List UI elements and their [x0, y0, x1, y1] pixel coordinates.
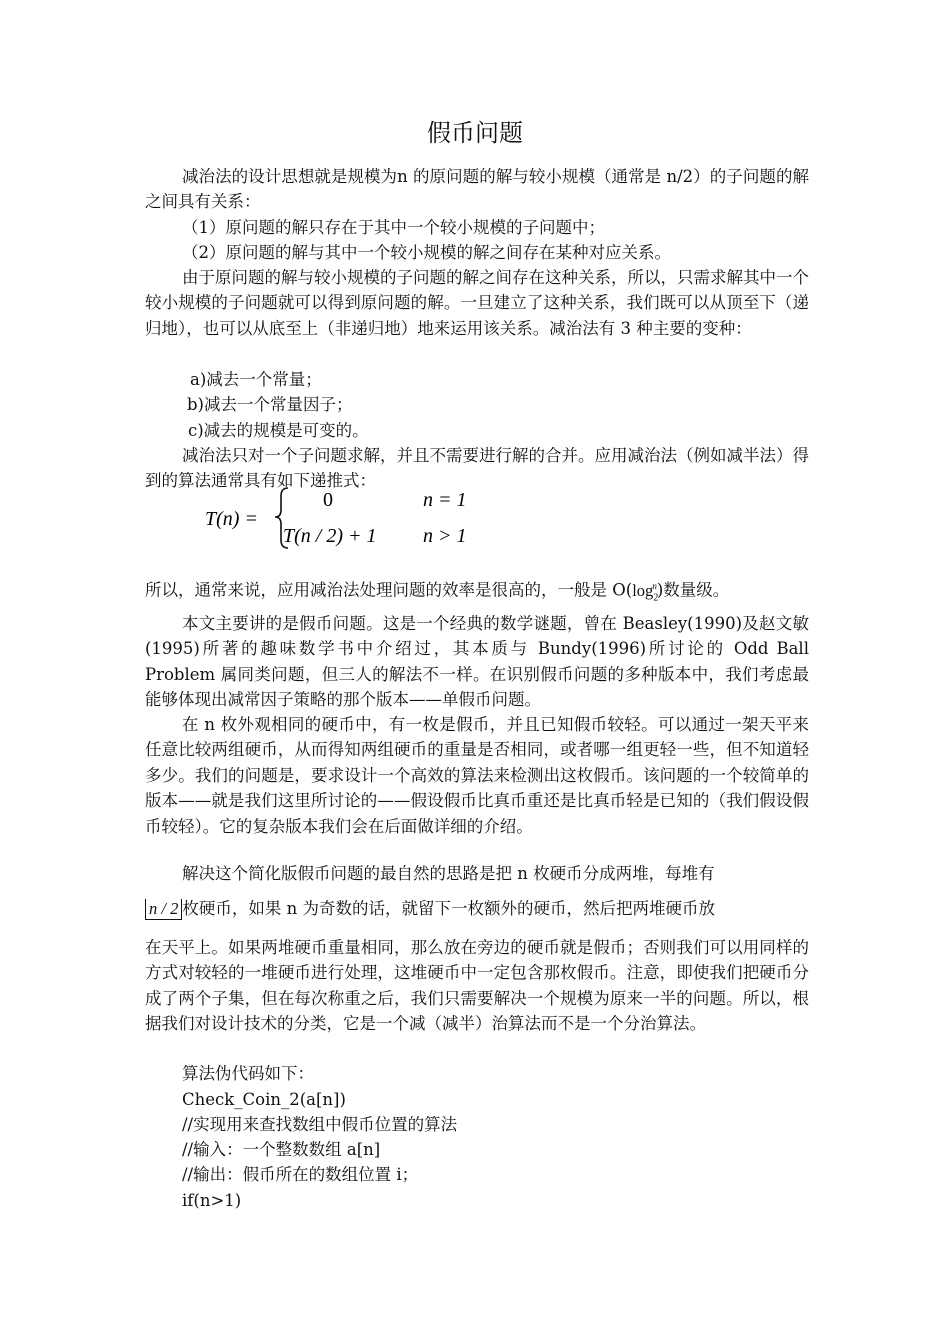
- code-line: Check_Coin_2(a[n]): [182, 1090, 346, 1109]
- floor-expression: n / 2: [145, 899, 182, 920]
- variant-a: a)减去一个常量；: [190, 370, 322, 389]
- recurrence-formula: [205, 482, 505, 552]
- relation-paragraph: 由于原问题的解与较小规模的子问题的解之间存在这种关系，所以，只需求解其中一个较小规模的子问题就可以得到原问题的解。一旦建立了这种关系，我们既可以从顶至下（递归地），也可以从底至上（非递归地）地来运用该关系。减治法有 3 种主要的变种：: [145, 268, 809, 338]
- formula-case1-condition: n = 1: [423, 489, 467, 511]
- relation-2: （2）原问题的解与其中一个较小规模的解之间存在某种对应关系。: [182, 243, 671, 262]
- fake-coin-paragraph: 本文主要讲的是假币问题。这是一个经典的数学谜题，曾在 Beasley(1990)及赵文敏(1995)所著的趣味数学书中介绍过，其本质与 Bundy(1996)所讨论的 Odd Ball Problem 属同类问题，但三人的解法不一样。在识别假币问题的多种版本中，我们考虑最能够体现出减常因子策略的那个版本——单假币问题。: [145, 614, 809, 710]
- code-line: //输入：一个整数数组 a[n]: [182, 1140, 381, 1159]
- variant-b: b)减去一个常量因子；: [187, 395, 353, 414]
- solution-line-1: 解决这个简化版假币问题的最自然的思路是把 n 枚硬币分成两堆，每堆有: [182, 864, 715, 883]
- formula-case1-value: 0: [323, 489, 333, 511]
- log-argument: n: [652, 581, 657, 591]
- code-intro: 算法伪代码如下：: [182, 1064, 314, 1083]
- page-title: 假币问题: [427, 119, 523, 147]
- log-word: log: [632, 580, 654, 600]
- efficiency-prefix: 所以，通常来说，应用减治法处理问题的效率是很高的，一般是 O(: [145, 580, 633, 600]
- variant-c: c)减去的规模是可变的。: [188, 421, 369, 440]
- recurrence-intro-paragraph: 减治法只对一个子问题求解，并且不需要进行解的合并。应用减治法（例如减半法）得到的算法通常具有如下递推式：: [145, 446, 809, 491]
- solution-line-2-text: 枚硬币，如果 n 为奇数的话，就留下一枚额外的硬币，然后把两堆硬币放: [182, 899, 715, 918]
- recurrence-formula-svg: [205, 482, 505, 552]
- formula-case2-value: T(n / 2) + 1: [283, 525, 377, 547]
- formula-lhs: T(n) =: [205, 508, 258, 530]
- solution-paragraph-rest: 在天平上。如果两堆硬币重量相同，那么放在旁边的硬币就是假币；否则我们可以用同样的方式对较轻的一堆硬币进行处理，这堆硬币中一定包含那枚假币。注意，即使我们把硬币分成了两个子集，但在每次称重之后，我们只需要解决一个规模为原来一半的问题。所以，根据我们对设计技术的分类，它是一个减（减半）治算法而不是一个分治算法。: [145, 938, 809, 1034]
- code-line: //实现用来查找数组中假币位置的算法: [182, 1115, 458, 1134]
- formula-case2-condition: n > 1: [423, 525, 467, 547]
- solution-line-2: [145, 896, 715, 921]
- problem-description-paragraph: 在 n 枚外观相同的硬币中，有一枚是假币，并且已知假币较轻。可以通过一架天平来任意比较两组硬币，从而得知两组硬币的重量是否相同，或者哪一组更轻一些，但不知道轻多少。我们的问题是，要求设计一个高效的算法来检测出这枚假币。该问题的一个较简单的版本——就是我们这里所讨论的——假设假币比真币重还是比真币轻是已知的（我们假设假币较轻）。它的复杂版本我们会在后面做详细的介绍。: [145, 715, 809, 836]
- efficiency-suffix: )数量级。: [656, 580, 730, 600]
- log-expression: [632, 580, 659, 603]
- code-line: //输出：假币所在的数组位置 i；: [182, 1165, 419, 1184]
- intro-paragraph: 减治法的设计思想就是规模为n 的原问题的解与较小规模（通常是 n/2）的子问题的解之间具有关系：: [145, 167, 809, 212]
- relation-1: （1）原问题的解只存在于其中一个较小规模的子问题中；: [182, 218, 605, 237]
- log-base: 2: [653, 591, 659, 603]
- code-line: if(n>1): [182, 1191, 242, 1210]
- efficiency-sentence: [145, 574, 729, 610]
